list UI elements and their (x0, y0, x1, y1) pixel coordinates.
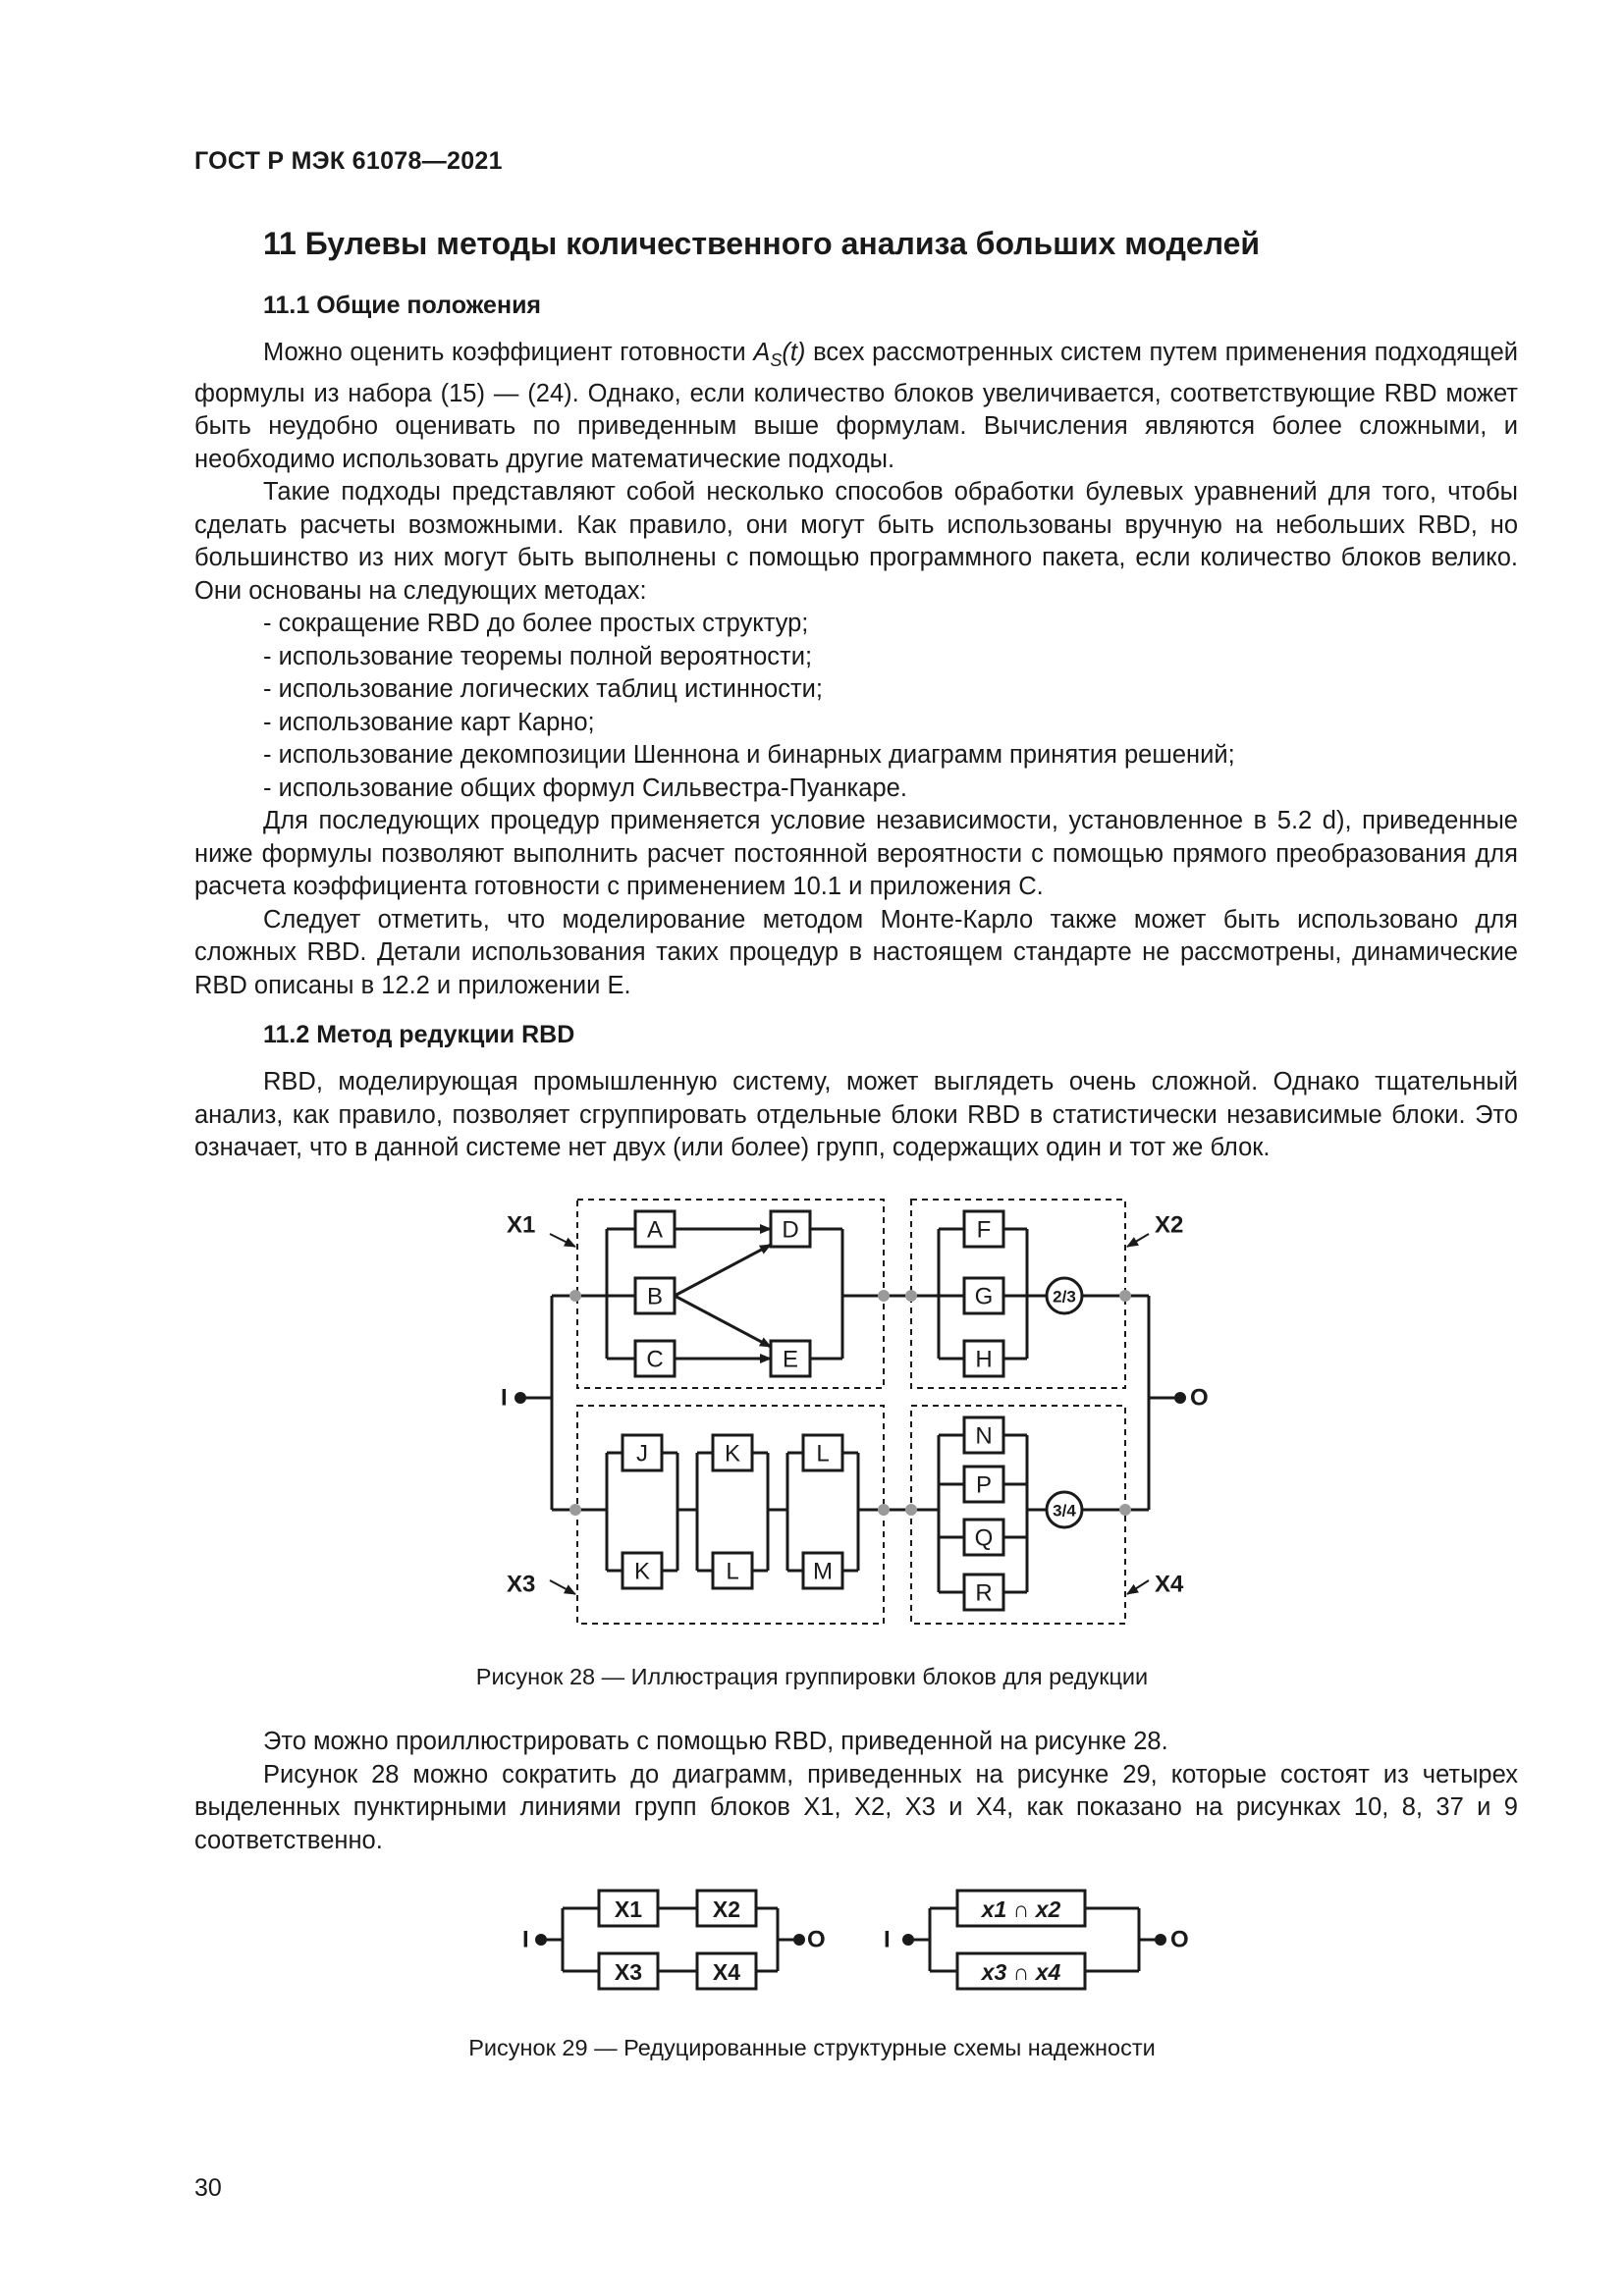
paragraph: Это можно проиллюстрировать с помощью RBD, приведенной на рисунке 28. (263, 1728, 1168, 1755)
list-item: - использование теоремы полной вероятности; (263, 642, 813, 670)
input-terminal (514, 1392, 526, 1404)
output-terminal (1174, 1392, 1186, 1404)
section-title: 11 Булевы методы количественного анализа больших моделей (263, 226, 1261, 261)
paragraph: Для последующих процедур применяется условие независимости, установленное в 5.2 d), приведенные ниже формулы позволяют выполнить расчет постоянной вероятности с помощью прямого преобразования для расчета коэффициента готовности с применением 10.1 и приложения С. (194, 807, 1518, 901)
paragraph: Такие подходы представляют собой несколько способов обработки булевых уравнений для того, чтобы сделать расчеты возможными. Как правило, они могут быть использованы вручную на небольших RBD, но большинство из них могут быть выполнены с помощью программного пакета, если количество блоков велико. Они основаны на следующих методах: (194, 478, 1518, 605)
joint (1119, 1504, 1131, 1516)
output-label: O (807, 1926, 826, 1953)
subsection-title-11-2: 11.2 Метод редукции RBD (263, 1021, 575, 1048)
block-label: E (782, 1346, 799, 1373)
input-terminal (535, 1934, 547, 1946)
block-label: M (813, 1558, 833, 1585)
group-label-x1: X1 (507, 1211, 536, 1239)
joint (878, 1290, 890, 1302)
page-number: 30 (194, 2174, 222, 2202)
block-label: x3 ∩ x4 (981, 1959, 1061, 1985)
group-label-x3: X3 (507, 1571, 536, 1598)
list-item: - сокращение RBD до более простых структур; (263, 610, 809, 638)
block-label: x1 ∩ x2 (981, 1896, 1061, 1922)
block-label: D (782, 1216, 799, 1244)
block-label: C (646, 1346, 664, 1373)
block-label: L (816, 1440, 830, 1468)
block-label: R (975, 1579, 993, 1607)
block-label: K (633, 1558, 651, 1585)
output-terminal (1155, 1934, 1166, 1946)
block-label: G (974, 1283, 994, 1310)
input-terminal (902, 1934, 914, 1946)
figure-28-caption: Рисунок 28 — Иллюстрация группировки блоков для редукции (475, 1664, 1149, 1689)
joint (905, 1504, 917, 1516)
block-label: X4 (712, 1959, 741, 1985)
subsection-title-11-1: 11.1 Общие положения (263, 292, 542, 319)
figure-28-rbd-diagram (0, 1168, 1624, 1639)
input-label: I (884, 1926, 891, 1953)
group-label-x4: X4 (1155, 1571, 1184, 1598)
voter-label: 2/3 (1053, 1287, 1076, 1307)
block-label: X2 (712, 1896, 741, 1922)
output-label: O (1190, 1384, 1209, 1412)
output-label: O (1170, 1926, 1189, 1953)
input-label: I (501, 1384, 508, 1412)
block-label: X1 (614, 1896, 643, 1922)
paragraph: Следует отметить, что моделирование методом Монте-Карло также может быть использовано для сложных RBD. Детали использования таких процедур в настоящем стандарте не рассмотрены, динамические RBD описаны в 12.2 и приложении Е. (194, 905, 1518, 999)
joint (569, 1290, 581, 1302)
joint (1119, 1290, 1131, 1302)
group-label-x2: X2 (1155, 1211, 1184, 1239)
block-label: N (975, 1422, 993, 1450)
block-label: H (975, 1346, 993, 1373)
joint (569, 1504, 581, 1516)
section-11-2-body-cont (194, 1726, 1518, 1857)
figure-29-reduced-rbd (0, 1870, 1624, 2007)
block-label: P (975, 1471, 993, 1499)
voter-label: 3/4 (1053, 1501, 1076, 1521)
list-item: - использование декомпозиции Шеннона и бинарных диаграмм принятия решений; (263, 741, 1235, 770)
input-label: I (522, 1926, 529, 1953)
block-label: F (976, 1216, 992, 1244)
block-label: J (636, 1440, 648, 1468)
paragraph: Рисунок 28 можно сократить до диаграмм, приведенных на рисунке 29, которые состоят из четырех выделенных пунктирными линиями групп блоков X1, X2, X3 и X4, как показано на рисунках 10, 8, 37 и 9 соответственно. (194, 1760, 1518, 1854)
section-11-1-body (194, 337, 1518, 1002)
joint (905, 1290, 917, 1302)
block-label: B (646, 1283, 664, 1310)
block-label: K (724, 1440, 741, 1468)
list-item: - использование логических таблиц истинности; (263, 675, 824, 704)
block-label: A (646, 1216, 664, 1244)
section-11-2-body (194, 1066, 1518, 1165)
block-label: X3 (614, 1959, 643, 1985)
figure-29-caption: Рисунок 29 — Редуцированные структурные схемы надежности (468, 2035, 1156, 2060)
list-item: - использование общих формул Сильвестра-Пуанкаре. (263, 774, 907, 802)
paragraph: Можно оценить коэффициент готовности $A_S(t)$ всех рассмотренных систем путем применения подходящей формулы из набора (15) — (24). Однако, если количество блоков увеличивается, соответствующие RBD может быть неудобно оценивать по приведенным выше формулам. Вычисления являются более сложными, и необходимо использовать другие математические подходы. (194, 339, 1518, 473)
joint (878, 1504, 890, 1516)
paragraph: RBD, моделирующая промышленную систему, может выглядеть очень сложной. Однако тщательный анализ, как правило, позволяет сгруппировать отдельные блоки RBD в статистически независимые блоки. Это означает, что в данной системе нет двух (или более) групп, содержащих один и тот же блок. (194, 1068, 1518, 1161)
block-label: L (726, 1558, 739, 1585)
list-item: - использование карт Карно; (263, 708, 595, 736)
standard-header: ГОСТ Р МЭК 61078—2021 (194, 147, 503, 175)
block-label: Q (974, 1524, 994, 1552)
output-terminal (793, 1934, 805, 1946)
availability-symbol: A (753, 339, 771, 366)
